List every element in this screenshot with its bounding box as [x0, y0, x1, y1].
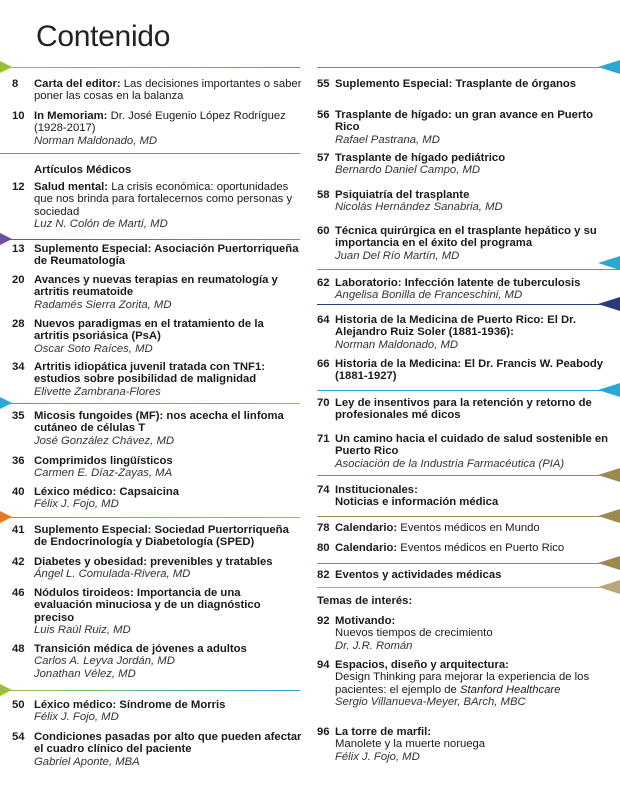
- entry-title: Noticias e información médica: [335, 496, 499, 509]
- page-number: 78: [317, 522, 330, 534]
- entry-author: Norman Maldonado, MD: [34, 134, 158, 147]
- entry-title: Comprimidos lingüísticos: [34, 455, 173, 467]
- entry-author: Gabriel Aponte, MBA: [34, 755, 140, 768]
- entry-author: Luis Raúl Ruiz, MD: [34, 624, 131, 637]
- divider: [0, 153, 300, 154]
- entry-subtitle-italic: Stanford Healthcare: [459, 683, 561, 696]
- page-number: 96: [317, 726, 330, 738]
- entry-title: Eventos médicos en Puerto Rico: [397, 542, 565, 554]
- entry-title: Técnica quirúrgica en el trasplante hepático y su importancia en el éxito del programa: [335, 225, 597, 250]
- entry-author: Dr. J.R. Román: [335, 639, 413, 652]
- page-number: 35: [12, 410, 25, 422]
- divider: [0, 403, 300, 404]
- entry-title: Suplemento Especial: Trasplante de órganos: [335, 78, 577, 90]
- entry-author: José González Chávez, MD: [34, 434, 175, 447]
- arrow-marker-icon: [598, 60, 620, 74]
- entry-author: Nicolás Hernández Sanabria, MD: [335, 201, 503, 214]
- arrow-marker-icon: [598, 580, 620, 594]
- entry-title: Laboratorio: Infección latente de tuberculosis: [335, 277, 581, 289]
- page-number: 41: [12, 524, 25, 536]
- entry-title: Diabetes y obesidad: prevenibles y tratables: [34, 556, 273, 568]
- page-number: 80: [317, 542, 330, 554]
- page-number: 82: [317, 569, 330, 581]
- section-heading: Artículos Médicos: [34, 164, 132, 176]
- page-number: 46: [12, 587, 25, 599]
- entry-title: Ley de insentivos para la retención y retorno de profesionales mé dicos: [335, 397, 592, 422]
- entry-subtitle: Manolete y la muerte noruega: [335, 738, 486, 751]
- entry-author: Radamés Sierra Zorita, MD: [34, 298, 172, 311]
- divider: [317, 587, 620, 588]
- entry-title: Avances y nuevas terapias en reumatología y artritis reumatoide: [34, 274, 278, 299]
- entry-title-label: Institucionales:: [335, 484, 418, 496]
- divider: [0, 239, 300, 240]
- page-number: 50: [12, 699, 25, 711]
- entry-title-label: Carta del editor:: [34, 78, 121, 90]
- entry-title: Nuevos paradigmas en el tratamiento de la artritis psoriásica (PsA): [34, 318, 264, 343]
- divider: [0, 690, 300, 691]
- entry-title: Psiquiatría del trasplante: [335, 189, 470, 201]
- page-number: 92: [317, 615, 330, 627]
- entry-title: Historia de la Medicina: El Dr. Francis W. Peabody (1881-1927): [335, 358, 604, 383]
- arrow-marker-icon: [598, 509, 620, 523]
- entry-title: Dr. José Eugenio López Rodríguez (1928-2017): [34, 110, 286, 135]
- entry-author: Norman Maldonado, MD: [335, 338, 459, 351]
- divider: [317, 67, 620, 68]
- entry-author: Angelisa Bonilla de Franceschini, MD: [335, 289, 523, 302]
- entry-title: Eventos y actividades médicas: [335, 569, 502, 581]
- entry-author: Bernardo Daniel Campo, MD: [335, 164, 481, 177]
- page-number: 28: [12, 318, 25, 330]
- divider: [317, 475, 620, 476]
- entry-title: Trasplante de hígado: un gran avance en Puerto Rico: [335, 109, 594, 134]
- entry-author: Asociación de la Industria Farmacéutica (PIA): [335, 457, 565, 470]
- entry-author: Félix J. Fojo, MD: [335, 750, 420, 763]
- arrow-marker-icon: [0, 684, 12, 696]
- page-title: Contenido: [36, 20, 171, 53]
- entry-title-label: In Memoriam:: [34, 110, 108, 122]
- entry-title: Nódulos tiroideos: Importancia de una evaluación minuciosa y de un diagnóstico preciso: [34, 587, 261, 624]
- entry-title: Artritis idiopática juvenil tratada con TNF1: estudios sobre posibilidad de malignidad: [34, 361, 265, 386]
- page-number: 64: [317, 314, 330, 326]
- entry-title: Transición médica de jóvenes a adultos: [34, 643, 247, 655]
- page-number: 20: [12, 274, 25, 286]
- page-number: 58: [317, 189, 330, 201]
- entry-title: Motivando:: [335, 615, 396, 627]
- page-number: 94: [317, 659, 330, 671]
- entry-title-label: Calendario:: [335, 522, 398, 534]
- page-number: 12: [12, 181, 25, 193]
- page-number: 74: [317, 484, 330, 496]
- page-number: 10: [12, 110, 25, 122]
- entry-title: Condiciones pasadas por alto que pueden afectar el cuadro clínico del paciente: [34, 731, 302, 756]
- entry-author: Juan Del Río Martín, MD: [335, 249, 460, 262]
- entry-author: Sergio Villanueva-Meyer, BArch, MBC: [335, 696, 526, 709]
- page-number: 42: [12, 556, 25, 568]
- entry-author: Luz N. Colón de Martí, MD: [34, 218, 168, 231]
- divider: [317, 563, 620, 564]
- entry-author: Carmen E. Díaz-Zayas, MA: [34, 467, 173, 480]
- divider: [317, 390, 620, 391]
- entry-author: Carlos A. Leyva Jordán, MD: [34, 655, 175, 668]
- entry-title: Un camino hacia el cuidado de salud sostenible en Puerto Rico: [335, 433, 609, 458]
- entry-title: Léxico médico: Síndrome de Morris: [34, 699, 226, 711]
- page-number: 8: [12, 78, 19, 90]
- entry-title: Eventos médicos en Mundo: [397, 522, 540, 534]
- divider: [0, 67, 300, 68]
- divider: [0, 517, 300, 518]
- arrow-marker-icon: [0, 61, 12, 73]
- page-number: 56: [317, 109, 330, 121]
- divider: [317, 269, 620, 270]
- entry-author: Félix J. Fojo, MD: [34, 711, 119, 724]
- entry-author: Ángel L. Comulada-Rivera, MD: [34, 568, 191, 581]
- entry-title: Las decisiones importantes o saber poner las cosas en la balanza: [34, 78, 302, 103]
- page-number: 70: [317, 397, 330, 409]
- page-number: 66: [317, 358, 330, 370]
- arrow-marker-icon: [598, 556, 620, 570]
- page-number: 34: [12, 361, 25, 373]
- section-heading: Temas de interés:: [317, 595, 413, 607]
- entry-title: La crisis económica: oportunidades que nos brinda para fortalecernos como personas y sociedad: [34, 181, 293, 218]
- entry-subtitle: Design Thinking para mejorar la experiencia de los pacientes: el ejemplo de: [335, 671, 590, 696]
- entry-author: Rafael Pastrana, MD: [335, 133, 440, 146]
- page-number: 71: [317, 433, 330, 445]
- page-number: 48: [12, 643, 25, 655]
- entry-title: Micosis fungoides (MF): nos acecha el linfoma cutáneo de células T: [34, 410, 284, 435]
- entry-title: Suplemento Especial: Sociedad Puertorriqueña de Endocrinología y Diabetología (SPED): [34, 524, 289, 549]
- page-number: 60: [317, 225, 330, 237]
- page-number: 57: [317, 152, 330, 164]
- entry-title: Historia de la Medicina de Puerto Rico: El Dr. Alejandro Ruiz Soler (1881-1936):: [335, 314, 577, 339]
- divider: [317, 304, 620, 305]
- entry-author: Oscar Soto Raíces, MD: [34, 342, 153, 355]
- entry-author: Elivette Zambrana-Flores: [34, 385, 161, 398]
- arrow-marker-icon: [0, 511, 12, 523]
- entry-title: La torre de marfil:: [335, 726, 432, 738]
- entry-author: Félix J. Fojo, MD: [34, 498, 119, 511]
- arrow-marker-icon: [0, 233, 12, 245]
- entry-title: Trasplante de hígado pediátrico: [335, 152, 506, 164]
- page-number: 40: [12, 486, 25, 498]
- arrow-marker-icon: [0, 397, 12, 409]
- entry-title-label: Calendario:: [335, 542, 398, 554]
- entry-title: Suplemento Especial: Asociación Puertorriqueña de Reumatología: [34, 243, 299, 268]
- page-number: 54: [12, 731, 25, 743]
- page-number: 13: [12, 243, 25, 255]
- divider: [317, 516, 620, 517]
- page-number: 62: [317, 277, 330, 289]
- arrow-marker-icon: [598, 383, 620, 397]
- entry-title: Espacios, diseño y arquitectura:: [335, 659, 509, 671]
- page-number: 55: [317, 78, 330, 90]
- entry-title: Léxico médico: Capsaicina: [34, 486, 180, 498]
- entry-author: Jonathan Vélez, MD: [34, 667, 136, 680]
- entry-subtitle: Nuevos tiempos de crecimiento: [335, 627, 493, 640]
- page-number: 36: [12, 455, 25, 467]
- entry-title-label: Salud mental:: [34, 181, 109, 193]
